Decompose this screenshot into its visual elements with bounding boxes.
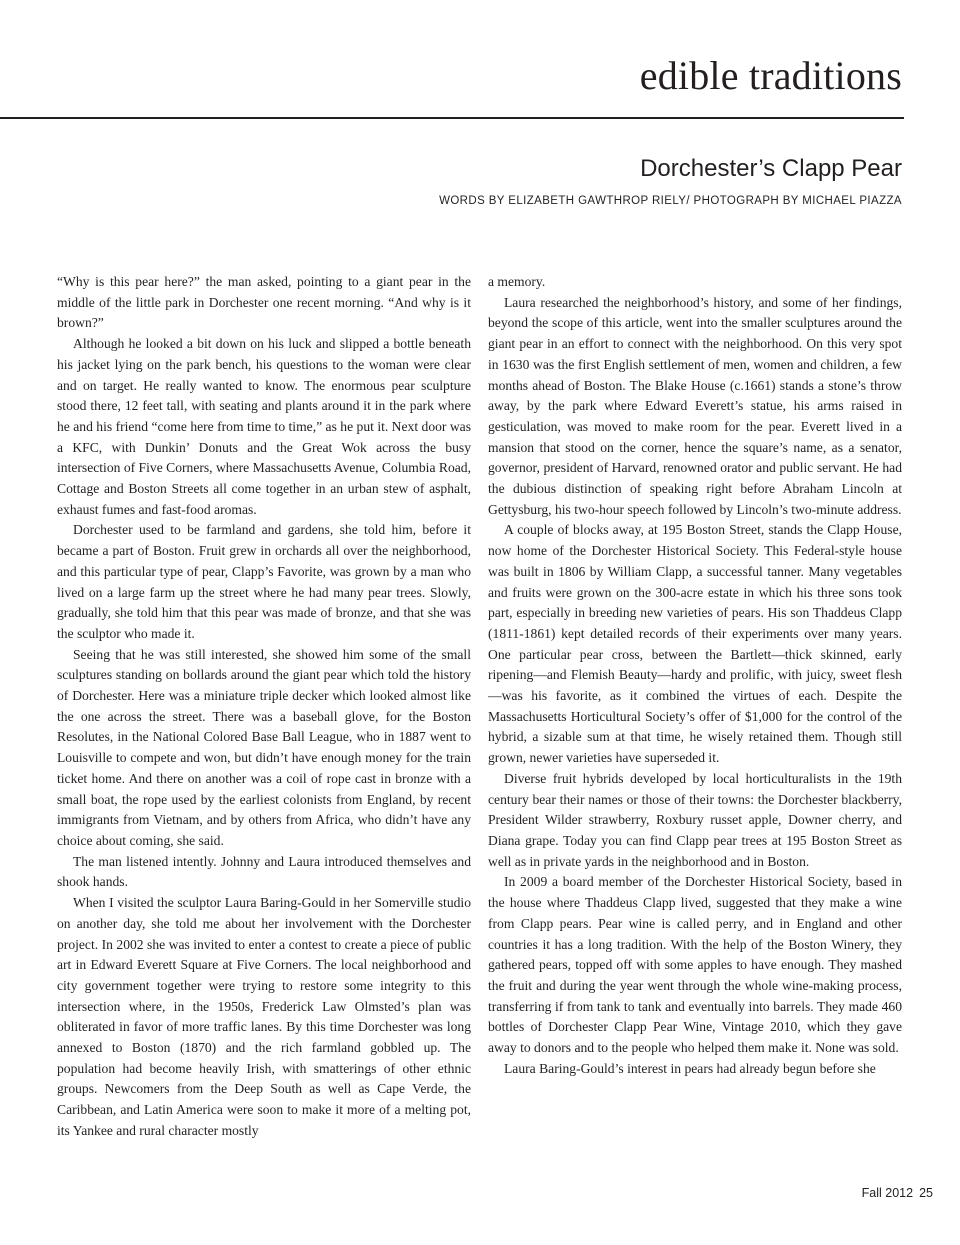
right-column xyxy=(488,272,902,1162)
paragraph: Diverse fruit hybrids developed by local horticulturalists in the 19th century bear their names or those of their towns: the Dorchester blackberry, President Wilder strawberry, Roxbury russet apple, Downer cherry, and Diana grape. Today you can find Clapp pear trees at 195 Boston Street as well as in private yards in the neighborhood and in Boston. xyxy=(488,770,902,869)
paragraph: Laura researched the neighborhood’s history, and some of her findings, beyond the scope of this article, went into the smaller sculptures around the giant pear in an effort to connect with the neighborhood. On this very spot in 1630 was the first English settlement of men, women and children, a few months ahead of Boston. The Blake House (c.1661) stands a stone’s throw away, by the park where Edward Everett’s statue, his arms raised in gesticulation, was moved to make room for the pear. Everett lived in a mansion that stood on the corner, hence the square’s name, as a senator, governor, president of Harvard, renowned orator and public servant. He had the dubious distinction of speaking right before Abraham Lincoln at Gettysburg, his two-hour speech followed by Lincoln’s two-minute address. xyxy=(488,294,902,517)
article-title: Dorchester’s Clapp Pear xyxy=(640,155,902,182)
header-rule xyxy=(0,117,904,119)
paragraph: Although he looked a bit down on his luck and slipped a bottle beneath his jacket lying on the park bench, his questions to the woman were clear and on target. He really wanted to know. The enormous pear sculpture stood there, 12 feet tall, with seating and plants around it in the park where he and his friend “come here from time to time,” as he put it. Next door was a KFC, with Dunkin’ Donuts and the Great Wok across the busy intersection of Five Corners, where Massachusetts Avenue, Columbia Road, Cottage and Boston Streets all come together in an urban stew of asphalt, exhaust fumes and fast-food aromas. xyxy=(57,336,471,517)
paragraph: The man listened intently. Johnny and Laura introduced themselves and shook hands. xyxy=(57,853,471,890)
paragraph: a memory. xyxy=(488,274,546,289)
paragraph: Seeing that he was still interested, she showed him some of the small sculptures standing on bollards around the giant pear which told the history of Dorchester. Here was a miniature triple decker which looked almost like the one across the street. There was a baseball glove, for the Boston Resolutes, in the National Colored Base Ball League, who in 1887 went to Louisville to compete and won, but didn’t have enough money for the train ticket home. And there on another was a coil of rope cast in bronze with a small boat, the rope used by the earliest colonists from England, by recent immigrants from Vietnam, and by others from Africa, who didn’t have any choice about coming, she said. xyxy=(57,646,471,848)
byline: WORDS BY ELIZABETH GAWTHROP RIELY/ PHOTOGRAPH BY MICHAEL PIAZZA xyxy=(439,195,902,207)
paragraph: In 2009 a board member of the Dorchester Historical Society, based in the house where Thaddeus Clapp lived, suggested that they make a wine from Clapp pears. Pear wine is called perry, and in England and other countries it has a long tradition. With the help of the Boston Winery, they gathered pears, topped off with some apples to have enough. They mashed the fruit and during the year went through the whole wine-making process, transferring if from tank to tank and eventually into barrels. They made 460 bottles of Dorchester Clapp Pear Wine, Vintage 2010, which they gave away to donors and to the people who helped them make it. None was sold. xyxy=(488,874,902,1056)
page-footer xyxy=(862,1186,933,1200)
paragraph: Dorchester used to be farmland and gardens, she told him, before it became a part of Boston. Fruit grew in orchards all over the neighborhood, and this particular type of pear, Clapp’s Favorite, was grown by a man who lived on a large farm up the street where he had many pear trees. Slowly, gradually, she told him that this pear was made of bronze, and that she was the sculptor who made it. xyxy=(57,522,471,641)
section-title: edible traditions xyxy=(639,53,902,98)
issue-label: Fall 2012 xyxy=(861,1186,914,1200)
paragraph: A couple of blocks away, at 195 Boston Street, stands the Clapp House, now home of the Dorchester Historical Society. This Federal-style house was built in 1806 by William Clapp, a successful tanner. Many vegetables and fruits were grown on the 300-acre estate in which his three sons took part, especially in breeding new varieties of pears. His son Thaddeus Clapp (1811-1861) kept detailed records of their experiments over many years. One particular pear cross, between the Bartlett—thick skinned, early ripening—and Flemish Beauty—hardy and prolific, with juicy, sweet flesh—was his favorite, as it combined the virtues of each. Despite the Massachusetts Horticultural Society’s offer of $1,000 for the control of the hybrid, a sizable sum at that time, he wisely retained them. Though still grown, newer varieties have superseded it. xyxy=(488,522,902,766)
paragraph: “Why is this pear here?” the man asked, pointing to a giant pear in the middle of the little park in Dorchester one recent morning. “And why is it brown?” xyxy=(57,274,471,331)
left-column xyxy=(57,272,471,1162)
paragraph: Laura Baring-Gould’s interest in pears had already begun before she xyxy=(504,1060,876,1076)
paragraph: When I visited the sculptor Laura Baring-Gould in her Somerville studio on another day, she told me about her involvement with the Dorchester project. In 2002 she was invited to enter a contest to create a piece of public art in Edward Everett Square at Five Corners. The local neighborhood and city government together were trying to restore some integrity to this intersection where, in the 1950s, Frederick Law Olmsted’s plan was obliterated in favor of more traffic lanes. By this time Dorchester was long annexed to Boston (1870) and the rich farmland gobbled up. The population had become heavily Irish, with smatterings of other ethnic groups. Newcomers from the Deep South as well as Cape Verde, the Caribbean, and Latin America were soon to make it more of a melting pot, its Yankee and rural character mostly xyxy=(57,895,471,1138)
page-number: 25 xyxy=(919,1186,933,1200)
